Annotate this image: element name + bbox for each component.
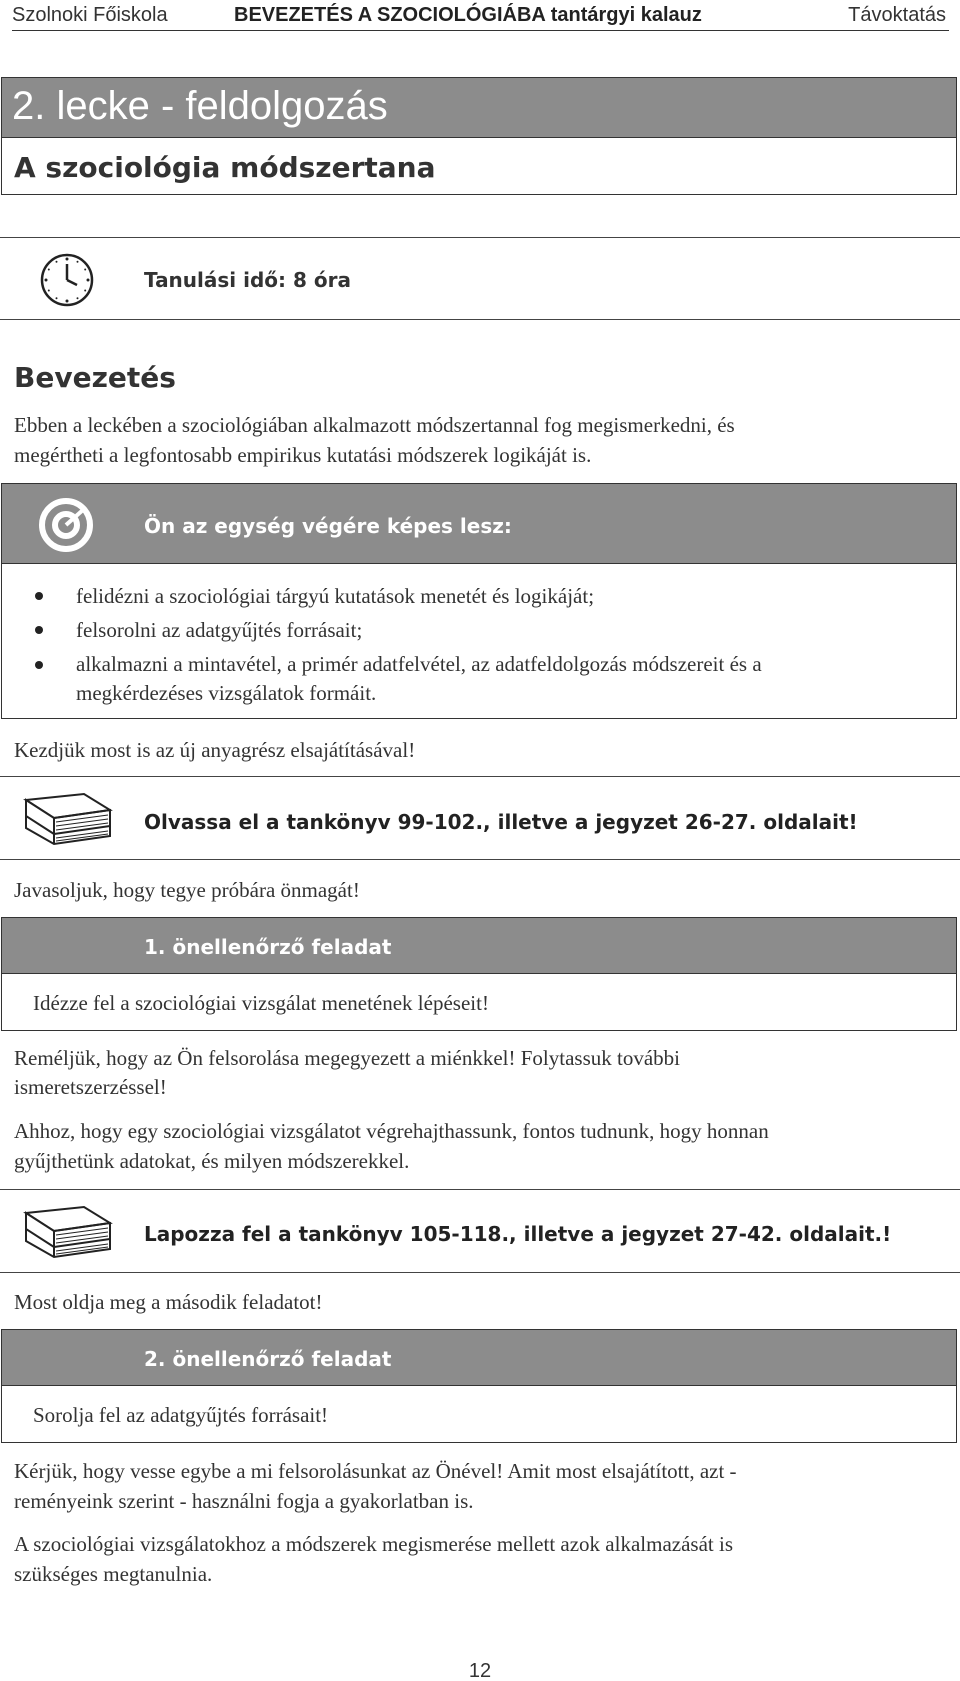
target-icon [38,497,94,553]
book-icon [20,790,114,846]
bullet-icon [35,661,43,669]
bullet-icon [35,592,43,600]
divider [0,1272,960,1273]
second-task-text: Most oldja meg a második feladatot! [14,1290,323,1314]
closing-line-1: A szociológiai vizsgálatokhoz a módszerek megismerése mellett azok alkalmazását is [14,1532,733,1556]
closing-line-2: szükséges megtanulnia. [14,1562,213,1586]
goal-item-1: felidézni a szociológiai tárgyú kutatások menetét és logikáját; [76,584,595,608]
lesson-subtitle: A szociológia módszertana [14,151,436,184]
divider [0,776,960,777]
header-mode: Távoktatás [848,4,946,26]
divider [0,859,960,860]
divider [0,319,960,320]
clock-icon [39,252,95,308]
after-task1-line-2: ismeretszerzéssel! [14,1075,167,1099]
goals-title: Ön az egység végére képes lesz: [144,514,512,538]
header-course-title: BEVEZETÉS A SZOCIOLÓGIÁBA tantárgyi kalauz [234,4,702,26]
data-sources-line-2: gyűjthetünk adatokat, és milyen módszerekkel. [14,1149,410,1173]
intro-text-line-2: megértheti a legfontosabb empirikus kutatási módszerek logikáját is. [14,443,592,467]
header-school: Szolnoki Főiskola [12,4,168,26]
goal-item-2: felsorolni az adatgyűjtés forrásait; [76,618,363,642]
goal-item-3-cont: megkérdezéses vizsgálatok formáit. [76,681,377,705]
goal-item-3: alkalmazni a mintavétel, a primér adatfelvétel, az adatfeldolgozás módszereit és a [76,652,762,676]
reading-instruction-2: Lapozza fel a tankönyv 105-118., illetve a jegyzet 27-42. oldalait.! [144,1222,892,1246]
divider [0,237,960,238]
lesson-title: 2. lecke - feldolgozás [12,84,388,128]
page-number: 12 [468,1660,492,1681]
task2-title: 2. önellenőrző feladat [144,1347,392,1371]
task1-title: 1. önellenőrző feladat [144,935,392,959]
suggest-text: Javasoljuk, hogy tegye próbára önmagát! [14,878,360,902]
start-text: Kezdjük most is az új anyagrész elsajátításával! [14,738,416,762]
task1-text: Idézze fel a szociológiai vizsgálat menetének lépéseit! [33,991,489,1015]
task2-text: Sorolja fel az adatgyűjtés forrásait! [33,1403,329,1427]
divider [0,1189,960,1190]
compare-line-2: reményeink szerint - használni fogja a gyakorlatban is. [14,1489,474,1513]
book-icon [20,1203,114,1259]
bullet-icon [35,626,43,634]
study-time-label: Tanulási idő: 8 óra [144,268,351,292]
reading-instruction-1: Olvassa el a tankönyv 99-102., illetve a jegyzet 26-27. oldalait! [144,810,858,834]
data-sources-line-1: Ahhoz, hogy egy szociológiai vizsgálatot végrehajthassunk, fontos tudnunk, hogy honnan [14,1119,769,1143]
header-rule [12,30,949,31]
compare-line-1: Kérjük, hogy vesse egybe a mi felsorolásunkat az Önével! Amit most elsajátított, azt - [14,1459,737,1483]
intro-text-line-1: Ebben a leckében a szociológiában alkalmazott módszertannal fog megismerkedni, és [14,413,735,437]
intro-heading: Bevezetés [14,361,176,394]
after-task1-line-1: Reméljük, hogy az Ön felsorolása megegyezett a miénkkel! Folytassuk további [14,1046,680,1070]
